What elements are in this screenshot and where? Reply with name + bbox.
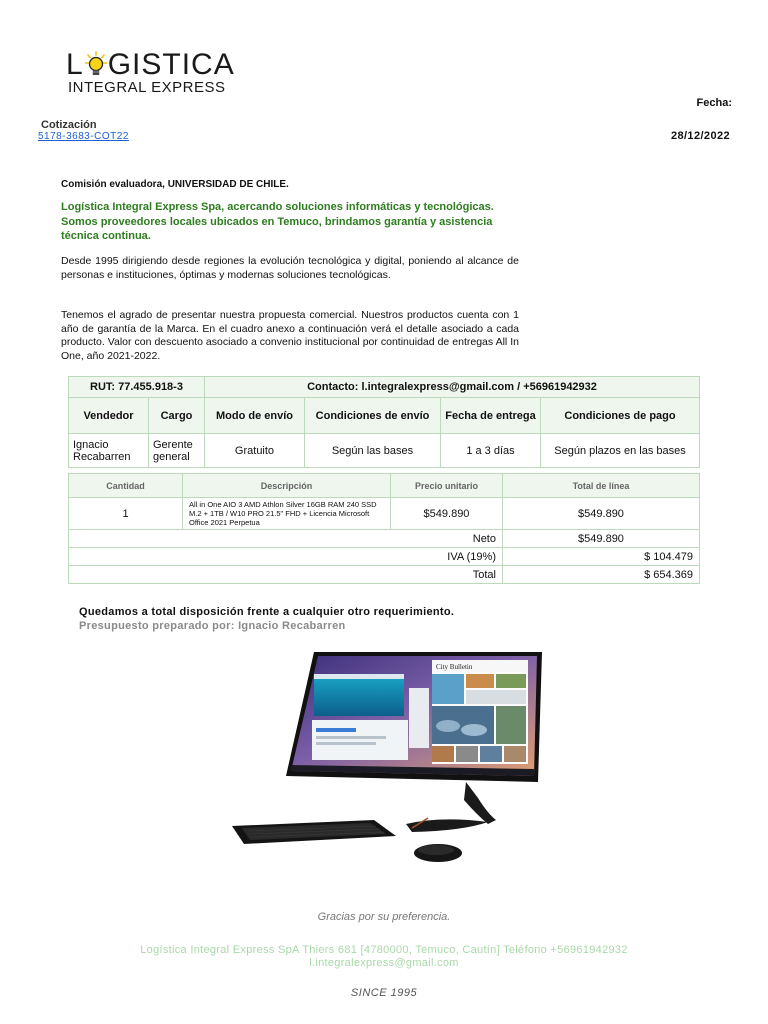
items-table — [68, 473, 700, 584]
since-line: SINCE 1995 — [350, 987, 418, 999]
value-fecha-entrega: 1 a 3 días — [441, 434, 541, 468]
iva-value: $ 104.479 — [503, 548, 700, 566]
iva-row — [69, 548, 700, 566]
neto-label: Neto — [69, 530, 503, 548]
info-value-row — [69, 434, 700, 468]
info-header-row — [69, 398, 700, 434]
date-value: 28/12/2022 — [670, 130, 730, 142]
rut-contact-row — [69, 377, 700, 398]
date-label: Fecha: — [696, 97, 732, 109]
proposal-paragraph: Tenemos el agrado de presentar nuestra propuesta comercial. Nuestros productos cuenta con 1 año de garantía de la Marca. En el cuadro anexo a continuación verá el detalle asociado a cada producto. Valor con descuento asociado a convenio institucional por continuidad de entregas All In One, año 2021-2022. — [61, 309, 519, 362]
logo-text-gistica: GISTICA — [107, 48, 235, 81]
table-row — [69, 498, 700, 530]
recipient-line: Comisión evaluadora, UNIVERSIDAD DE CHILE. — [61, 179, 289, 190]
prepared-by-line: Presupuesto preparado por: Ignacio Recabarren — [79, 620, 346, 632]
header-vendedor: Vendedor — [69, 398, 149, 434]
lightbulb-icon — [85, 51, 107, 79]
intro-paragraph: Logística Integral Express Spa, acercando soluciones informáticas y tecnológicas. Somos proveedores locales ubicados en Temuco, brindamos garantía y asistencia técnica continua. — [61, 201, 494, 242]
header-precio-unitario: Precio unitario — [391, 474, 503, 498]
total-row — [69, 566, 700, 584]
logo-subtitle: INTEGRAL EXPRESS — [68, 79, 226, 96]
history-paragraph: Desde 1995 dirigiendo desde regiones la evolución tecnológica y digital, poniendo al alcance de personas e instituciones, óptimas y modernas soluciones tecnológicas. — [61, 255, 519, 281]
screen-title: City Bulletin — [436, 663, 473, 671]
header-cargo: Cargo — [149, 398, 205, 434]
value-vendedor: Ignacio Recabarren — [69, 434, 149, 468]
contact-cell: Contacto: l.integralexpress@gmail.com / +56961942932 — [205, 377, 700, 398]
rut-cell: RUT: 77.455.918-3 — [69, 377, 205, 398]
items-header-row — [69, 474, 700, 498]
item-precio: $549.890 — [391, 498, 503, 530]
item-descripcion: All in One AIO 3 AMD Athlon Silver 16GB RAM 240 SSD M.2 + 1TB / W10 PRO 21.5" FHD + Licencia Microsoft Office 2021 Perpetua — [183, 498, 391, 530]
header-descripcion: Descripción — [183, 474, 391, 498]
seller-info-table — [68, 376, 700, 468]
header-total-linea: Total de línea — [503, 474, 700, 498]
logo-text-l: L — [66, 48, 84, 81]
item-cantidad: 1 — [69, 498, 183, 530]
header-condiciones-pago: Condiciones de pago — [541, 398, 700, 434]
item-total: $549.890 — [503, 498, 700, 530]
value-condiciones-envio: Según las bases — [305, 434, 441, 468]
value-cargo: Gerente general — [149, 434, 205, 468]
header-fecha-entrega: Fecha de entrega — [441, 398, 541, 434]
quote-label: Cotización — [41, 119, 97, 131]
company-logo — [66, 50, 235, 96]
neto-row — [69, 530, 700, 548]
quote-code-link[interactable]: 5178-3683-COT22 — [38, 131, 129, 142]
footer-address: Logística Integral Express SpA Thiers 681 [4780000, Temuco, Cautín] Teléfono +56961942932 l.integralexpress@gmail.com — [140, 944, 628, 969]
header-condiciones-envio: Condiciones de envío — [305, 398, 441, 434]
header-modo-envio: Modo de envío — [205, 398, 305, 434]
product-image-all-in-one — [226, 648, 546, 873]
total-label: Total — [69, 566, 503, 584]
total-value: $ 654.369 — [503, 566, 700, 584]
header-cantidad: Cantidad — [69, 474, 183, 498]
neto-value: $549.890 — [503, 530, 700, 548]
iva-label: IVA (19%) — [69, 548, 503, 566]
value-condiciones-pago: Según plazos en las bases — [541, 434, 700, 468]
thanks-line: Gracias por su preferencia. — [317, 911, 451, 923]
closing-line: Quedamos a total disposición frente a cualquier otro requerimiento. — [79, 606, 455, 618]
value-modo-envio: Gratuito — [205, 434, 305, 468]
